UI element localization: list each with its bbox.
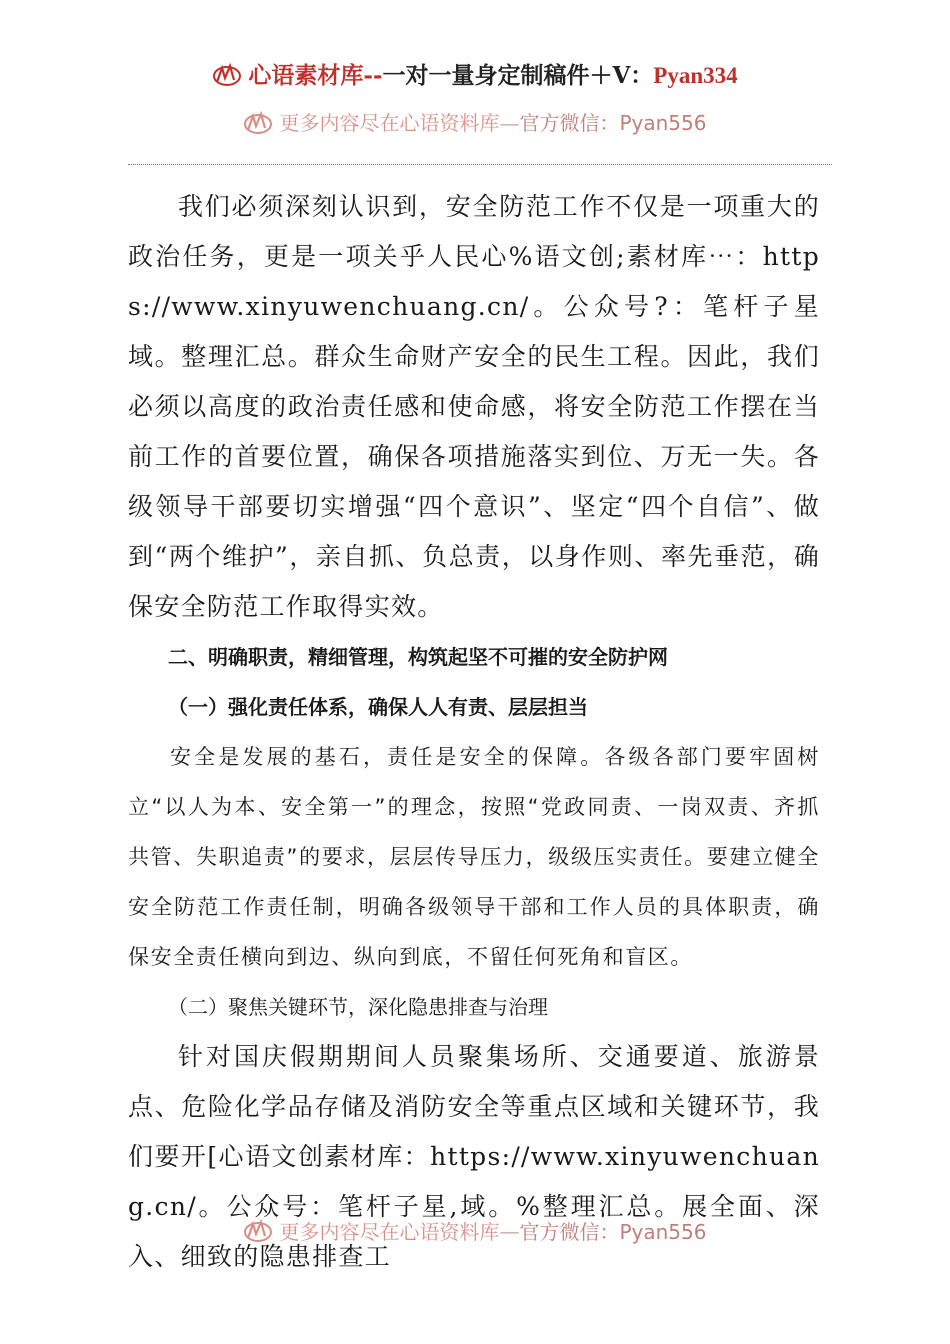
page-footer [0, 1216, 950, 1245]
paragraph-3: 针对国庆假期期间人员聚集场所、交通要道、旅游景点、危险化学品存储及消防安全等重点区域和关键环节，我们要开[心语文创素材库：https://www.xinyuwenchuang.cn/。公众号：笔杆子星,域。%整理汇总。展全面、深入、细致的隐患排查工 [128, 1042, 820, 1271]
paragraph-2: 安全是发展的基石，责任是安全的保障。各级各部门要牢固树立“以人为本、安全第一”的理念，按照“党政同责、一岗双责、齐抓共管、失职追责”的要求，层层传导压力，级级压实责任。要建立健全安全防范工作责任制，明确各级领导干部和工作人员的具体职责，确保安全责任横向到边、纵向到底，不留任何死角和盲区。 [128, 745, 820, 969]
subsection-heading-2-2: （二）聚焦关键环节，深化隐患排查与治理 [168, 995, 548, 1019]
page-header [0, 62, 950, 136]
brand-logo-icon [243, 1218, 273, 1244]
header-sub-official: 官方微信：Pyan556 [519, 111, 707, 135]
header-brand: 心语素材库 [248, 61, 364, 89]
header-tagline: 一对一量身定制稿件＋V： [382, 61, 654, 89]
header-divider [128, 164, 832, 165]
header-sub-library: 更多内容尽在心语资料库 [279, 111, 500, 135]
footer-separator: — [499, 1218, 520, 1243]
document-body [128, 182, 820, 1282]
brand-logo-icon [212, 62, 242, 88]
header-sub-separator: — [499, 111, 520, 135]
header-main-line [0, 62, 950, 88]
footer-library: 更多内容尽在心语资料库 [279, 1220, 500, 1244]
header-wechat-id: Pyan334 [653, 62, 738, 88]
brand-logo-icon [243, 110, 273, 136]
header-sub-line [0, 110, 950, 136]
paragraph-1: 我们必须深刻认识到，安全防范工作不仅是一项重大的政治任务，更是一项关乎人民心%语文创;素材库⋯：https://www.xinyuwenchuang.cn/。公众号?：笔杆子星域。整理汇总。群众生命财产安全的民生工程。因此，我们必须以高度的政治责任感和使命感，将安全防范工作摆在当前工作的首要位置，确保各项措施落实到位、万无一失。各级领导干部要切实增强“四个意识”、坚定“四个自信”、做到“两个维护”，亲自抓、负总责，以身作则、率先垂范，确保安全防范工作取得实效。 [128, 192, 820, 621]
subsection-heading-2-1: （一）强化责任体系，确保人人有责、层层担当 [168, 695, 588, 719]
section-heading-2: 二、明确职责，精细管理，构筑起坚不可摧的安全防护网 [168, 645, 668, 669]
footer-official: 官方微信：Pyan556 [519, 1220, 707, 1244]
header-dash: -- [363, 61, 383, 89]
